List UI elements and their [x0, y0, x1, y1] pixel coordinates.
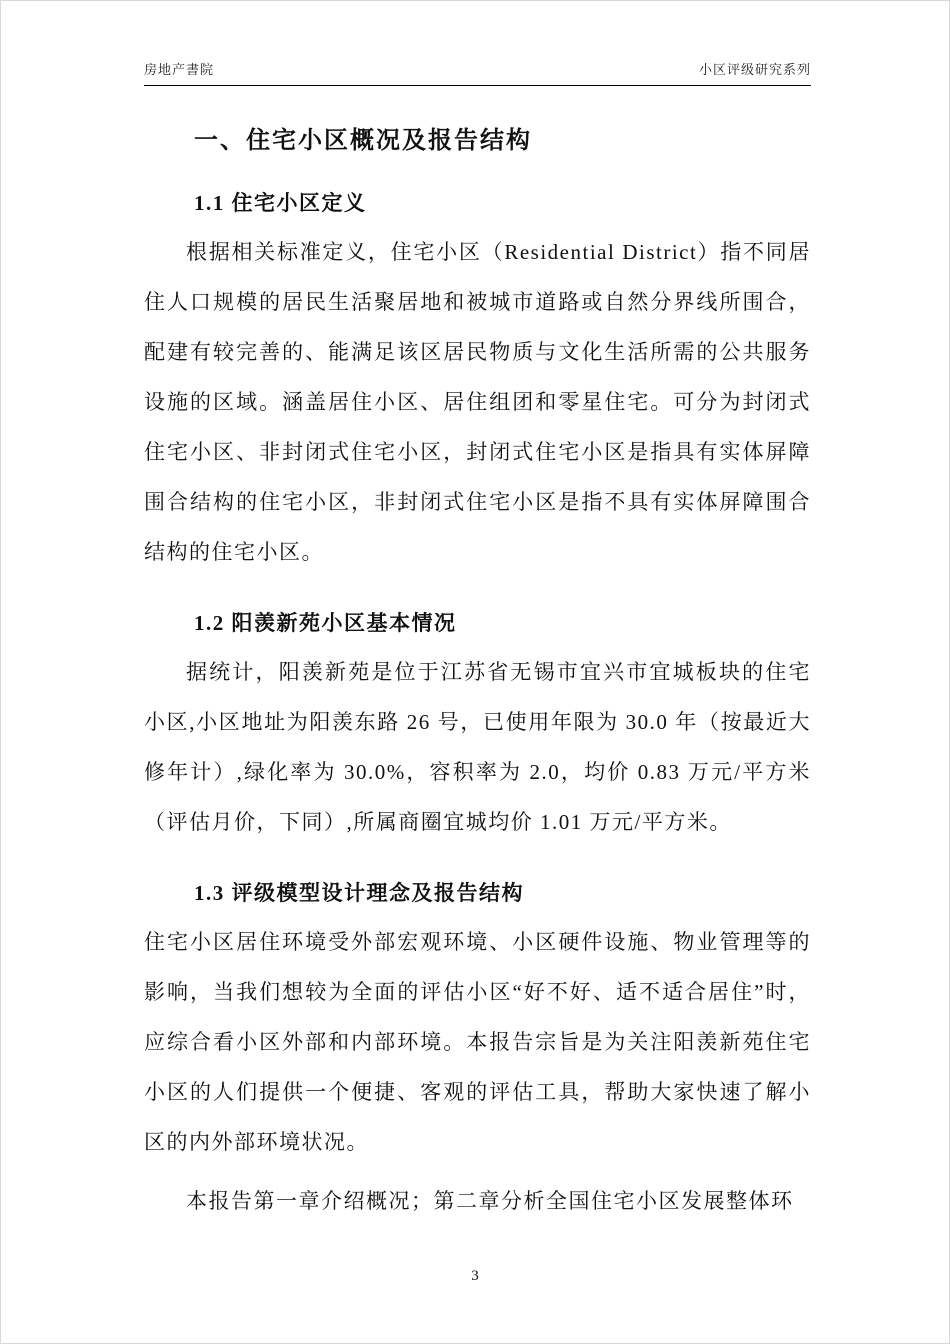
header-right-text: 小区评级研究系列 [698, 62, 811, 77]
document-title: 一、住宅小区概况及报告结构 [194, 128, 532, 154]
paragraph-design-concept: 住宅小区居住环境受外部宏观环境、小区硬件设施、物业管理等的影响，当我们想较为全面的评估小区“好不好、适不适合居住”时，应综合看小区外部和内部环境。本报告宗旨是为关注阳羡新苑住宅小区的人们提供一个便捷、客观的评估工具，帮助大家快速了解小区的内外部环境状况。 [144, 930, 811, 1154]
page-number: 3 [471, 1268, 479, 1284]
document-body [144, 91, 811, 1226]
paragraph-definition: 根据相关标准定义，住宅小区（Residential District）指不同居住人口规模的居民生活聚居地和被城市道路或自然分界线所围合，配建有较完善的、能满足该区居民物质与文化生活所需的公共服务设施的区域。涵盖居住小区、居住组团和零星住宅。可分为封闭式住宅小区、非封闭式住宅小区，封闭式住宅小区是指具有实体屏障围合结构的住宅小区，非封闭式住宅小区是指不具有实体屏障围合结构的住宅小区。 [144, 240, 811, 564]
section-heading-1-1: 1.1 住宅小区定义 [194, 191, 367, 215]
paragraph-basic-info: 据统计，阳羡新苑是位于江苏省无锡市宜兴市宜城板块的住宅小区,小区地址为阳羡东路 26 号，已使用年限为 30.0 年（按最近大修年计）,绿化率为 30.0%，容积率为 2.0，均价 0.83 万元/平方米（评估月价，下同）,所属商圈宜城均价 1.01 万元/平方米。 [144, 660, 811, 834]
section-heading-1-3: 1.3 评级模型设计理念及报告结构 [194, 881, 524, 905]
header-left-text: 房地产書院 [144, 62, 215, 77]
section-heading-1-2: 1.2 阳羡新苑小区基本情况 [194, 611, 457, 635]
paragraph-report-structure: 本报告第一章介绍概况；第二章分析全国住宅小区发展整体环 [186, 1189, 794, 1213]
page-header [144, 59, 811, 86]
page-footer [1, 1268, 949, 1285]
